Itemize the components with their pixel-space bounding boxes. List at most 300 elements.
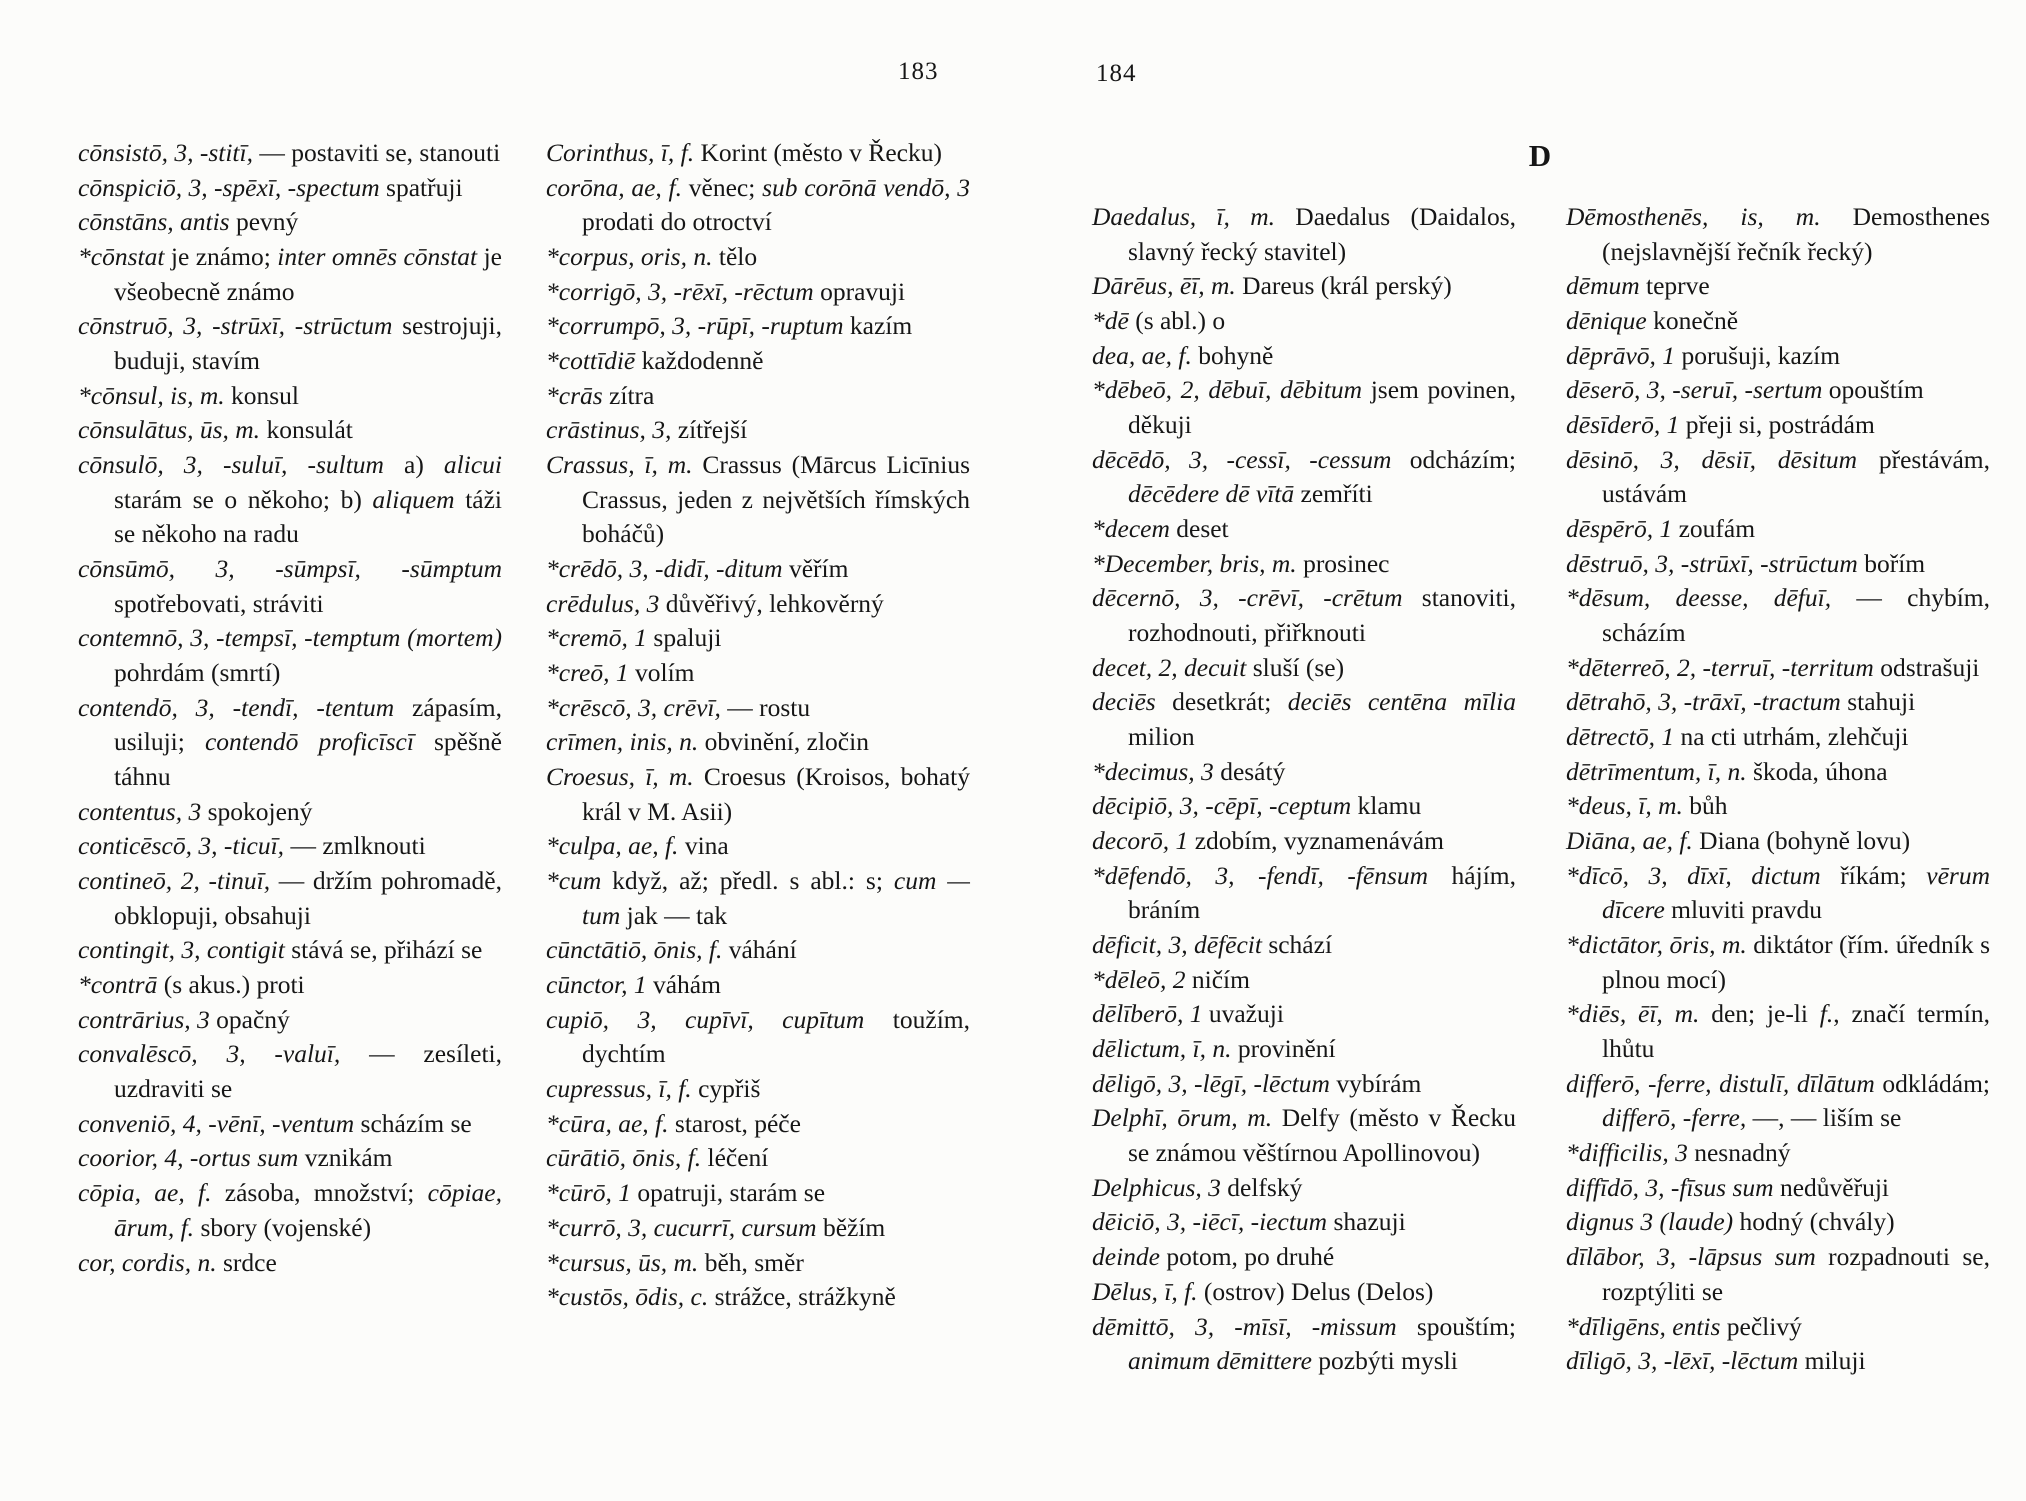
czech-gloss: milion xyxy=(1128,722,1195,752)
latin-text: dēmum xyxy=(1566,271,1640,301)
czech-gloss: spouštím; xyxy=(1396,1311,1516,1341)
dictionary-entry xyxy=(1566,373,1990,408)
czech-gloss: starost, péče xyxy=(668,1108,801,1138)
latin-text: *dēterreō, 2, -terruī, -territum xyxy=(1566,652,1874,682)
latin-text: *dīligēns, entis xyxy=(1566,1311,1721,1341)
dictionary-entry xyxy=(78,448,502,552)
czech-gloss: bořím xyxy=(1857,548,1926,578)
dictionary-entry xyxy=(1566,1205,1990,1240)
czech-gloss: — postaviti se, stanouti xyxy=(252,138,501,167)
latin-text: aliquem xyxy=(372,484,455,514)
dictionary-entry xyxy=(1566,304,1990,339)
czech-gloss: mluviti pravdu xyxy=(1664,895,1823,925)
latin-text: decorō, 1 xyxy=(1092,826,1189,856)
czech-gloss: škoda, úhona xyxy=(1746,756,1888,786)
czech-gloss: uvažuji xyxy=(1202,999,1284,1029)
czech-gloss: provinění xyxy=(1231,1034,1336,1064)
dictionary-entry xyxy=(546,1107,970,1142)
czech-gloss: shazuji xyxy=(1327,1207,1406,1237)
dictionary-entry xyxy=(546,1141,970,1176)
czech-gloss: zásoba, množství; xyxy=(211,1178,428,1208)
dictionary-entry xyxy=(1092,339,1516,374)
czech-gloss: a) xyxy=(383,450,444,480)
latin-text: dētrectō, 1 xyxy=(1566,722,1675,752)
czech-gloss: pozbýti mysli xyxy=(1311,1346,1458,1376)
latin-text: dētrīmentum, ī, n. xyxy=(1566,756,1747,786)
latin-text: f. xyxy=(1819,999,1834,1029)
czech-gloss: hodný (chvály) xyxy=(1733,1207,1895,1237)
czech-gloss: hájím, bráním xyxy=(1128,860,1516,925)
czech-gloss: běh, směr xyxy=(698,1247,804,1277)
dictionary-entry xyxy=(78,1176,502,1245)
czech-gloss: schází xyxy=(1261,930,1333,960)
czech-gloss: desetkrát; xyxy=(1155,687,1288,717)
czech-gloss: zemříti xyxy=(1294,479,1373,509)
latin-text: dignus 3 (laude) xyxy=(1566,1207,1734,1237)
latin-text: conveniō, 4, -vēnī, -ventum xyxy=(78,1108,355,1138)
czech-gloss: důvěřivý, lehkověrný xyxy=(659,588,884,618)
dictionary-entry xyxy=(546,968,970,1003)
czech-gloss: porušuji, kazím xyxy=(1675,340,1841,370)
latin-text: cōnstāns, antis xyxy=(78,207,230,237)
czech-gloss: spěšně táhnu xyxy=(114,727,502,792)
czech-gloss: , značí termín, lhůtu xyxy=(1602,999,1990,1064)
dictionary-entry xyxy=(1566,512,1990,547)
dictionary-entry xyxy=(78,795,502,830)
czech-gloss: sluší (se) xyxy=(1246,652,1345,682)
latin-text: Daedalus, ī, m. xyxy=(1092,202,1275,231)
czech-gloss: starám se o někoho; b) xyxy=(114,484,373,514)
dictionary-entry xyxy=(546,379,970,414)
latin-text: *dēbeō, 2, dēbuī, dēbitum xyxy=(1092,375,1363,405)
latin-text: inter omnēs cōnstat xyxy=(277,242,478,272)
dictionary-entry xyxy=(78,968,502,1003)
dictionary-entry xyxy=(1566,581,1990,650)
latin-text: vērum dīcere xyxy=(1602,860,1990,925)
czech-gloss: opačný xyxy=(209,1004,290,1034)
dictionary-entry xyxy=(546,1211,970,1246)
dictionary-entry xyxy=(546,725,970,760)
latin-text: crēdulus, 3 xyxy=(546,588,660,618)
latin-text: *dē xyxy=(1092,306,1129,336)
czech-gloss: běžím xyxy=(816,1212,886,1242)
czech-gloss: deset xyxy=(1169,514,1229,544)
czech-gloss: toužím, dychtím xyxy=(582,1004,970,1069)
latin-text: dēstruō, 3, -strūxī, -strūctum xyxy=(1566,548,1858,578)
czech-gloss: vznikám xyxy=(298,1143,393,1173)
czech-gloss: (ostrov) Delus (Delos) xyxy=(1197,1276,1434,1306)
latin-text: dēserō, 3, -seruī, -sertum xyxy=(1566,375,1823,405)
dictionary-entry xyxy=(1092,1275,1516,1310)
latin-text: dēnique xyxy=(1566,306,1647,336)
czech-gloss: přestávám, ustávám xyxy=(1602,444,1990,509)
latin-text: cōnspiciō, 3, -spēxī, -spectum xyxy=(78,172,380,202)
dictionary-entry xyxy=(546,136,970,171)
czech-gloss: ničím xyxy=(1185,964,1250,994)
dictionary-entry xyxy=(1092,1101,1516,1170)
czech-gloss: zítra xyxy=(602,380,655,410)
czech-gloss: spokojený xyxy=(201,796,313,826)
dictionary-entry xyxy=(78,1141,502,1176)
dictionary-entry xyxy=(546,656,970,691)
czech-gloss: strážce, strážkyně xyxy=(708,1282,896,1312)
latin-text: Dārēus, ēī, m. xyxy=(1092,271,1236,301)
latin-text: animum dēmittere xyxy=(1128,1346,1312,1376)
czech-gloss: věřím xyxy=(782,554,849,584)
dictionary-entry xyxy=(546,829,970,864)
czech-gloss: srdce xyxy=(216,1247,277,1277)
czech-gloss: pevný xyxy=(229,207,299,237)
latin-text: *contrā xyxy=(78,970,158,1000)
dictionary-entry xyxy=(1566,928,1990,997)
czech-gloss: spaluji xyxy=(647,623,722,653)
latin-text: crāstinus, 3, xyxy=(546,415,672,445)
dictionary-entry xyxy=(1092,997,1516,1032)
czech-gloss: — zesíleti, uzdraviti se xyxy=(114,1039,503,1104)
latin-text: Dēmosthenēs, is, m. xyxy=(1566,202,1821,231)
dictionary-entry xyxy=(1566,859,1990,928)
czech-gloss: pohrdám (smrtí) xyxy=(114,658,281,688)
latin-text: coorior, 4, -ortus sum xyxy=(78,1143,299,1173)
latin-text: *diēs, ēī, m. xyxy=(1566,999,1700,1029)
czech-gloss: Daedalus (Daidalos, slavný řecký stavitel) xyxy=(1128,202,1516,266)
latin-text: cor, cordis, n. xyxy=(78,1247,217,1277)
latin-text: cupiō, 3, cupīvī, cupītum xyxy=(546,1004,865,1034)
page-183-columns xyxy=(78,136,970,1315)
latin-text: contingit, 3, contigit xyxy=(78,935,285,965)
latin-text: *cōnstat xyxy=(78,242,165,272)
latin-text: *cursus, ūs, m. xyxy=(546,1247,699,1277)
dictionary-column xyxy=(1092,200,1516,1379)
dictionary-entry xyxy=(1566,997,1990,1066)
czech-gloss: jak — tak xyxy=(620,900,728,930)
latin-text: Croesus, ī, m. xyxy=(546,762,694,792)
czech-gloss: zítřejší xyxy=(671,415,748,445)
czech-gloss: klamu xyxy=(1351,791,1422,821)
czech-gloss: stává se, přihází se xyxy=(284,935,483,965)
czech-gloss: sestrojuji, buduji, stavím xyxy=(114,311,502,376)
czech-gloss: když, až; předl. s abl.: s; xyxy=(601,866,894,896)
latin-text: cōpiae, ārum, f. xyxy=(114,1178,502,1242)
czech-gloss: diktátor (řím. úředník s plnou mocí) xyxy=(1602,930,1990,994)
czech-gloss: konsul xyxy=(224,380,300,410)
dictionary-entry xyxy=(546,1003,970,1072)
dictionary-entry xyxy=(546,691,970,726)
latin-text: *cōnsul, is, m. xyxy=(78,380,225,410)
czech-gloss: odcházím; xyxy=(1391,444,1516,474)
latin-text: *cūra, ae, f. xyxy=(546,1108,669,1138)
czech-gloss: zoufám xyxy=(1672,514,1756,544)
dictionary-entry xyxy=(1566,685,1990,720)
latin-text: dēsinō, 3, dēsiī, dēsitum xyxy=(1566,444,1858,474)
dictionary-entry xyxy=(78,171,502,206)
page-number-left: 183 xyxy=(898,58,939,85)
czech-gloss: je všeobecně známo xyxy=(114,242,502,306)
dictionary-entry xyxy=(78,933,502,968)
latin-text: conticēscō, 3, -ticuī, xyxy=(78,831,285,861)
latin-text: *difficilis, 3 xyxy=(1566,1138,1688,1168)
czech-gloss: vina xyxy=(678,831,729,861)
latin-text: *crēdō, 3, -didī, -ditum xyxy=(546,554,783,584)
dictionary-entry xyxy=(1092,547,1516,582)
czech-gloss: na cti utrhám, zlehčuji xyxy=(1674,722,1909,752)
dictionary-entry xyxy=(1566,1344,1990,1379)
czech-gloss: — rostu xyxy=(720,692,811,722)
dictionary-entry xyxy=(78,1003,502,1038)
latin-text: Crassus, ī, m. xyxy=(546,450,693,480)
latin-text: *currō, 3, cucurrī, cursum xyxy=(546,1212,817,1242)
latin-text: alicui xyxy=(443,450,502,480)
czech-gloss: konečně xyxy=(1646,306,1739,336)
dictionary-entry xyxy=(1566,443,1990,512)
latin-text: *culpa, ae, f. xyxy=(546,831,679,861)
czech-gloss: bohyně xyxy=(1191,340,1274,370)
dictionary-entry xyxy=(546,1280,970,1315)
latin-text: *corpus, oris, n. xyxy=(546,242,713,272)
latin-text: dēiciō, 3, -iēcī, -iectum xyxy=(1092,1207,1328,1237)
czech-gloss: scházím se xyxy=(354,1108,472,1138)
czech-gloss: kazím xyxy=(843,311,913,341)
dictionary-entry xyxy=(1566,269,1990,304)
latin-text: contemnō, 3, -tempsī, -temptum (mortem) xyxy=(78,623,502,653)
latin-text: dēcēdere dē vītā xyxy=(1128,479,1295,509)
dictionary-entry xyxy=(78,413,502,448)
dictionary-entry xyxy=(546,933,970,968)
latin-text: dēlīberō, 1 xyxy=(1092,999,1203,1029)
dictionary-entry xyxy=(1092,269,1516,304)
czech-gloss: (s akus.) proti xyxy=(157,970,305,1000)
dictionary-entry xyxy=(1092,1171,1516,1206)
latin-text: dēspērō, 1 xyxy=(1566,514,1673,544)
czech-gloss: konsulát xyxy=(260,415,353,445)
latin-text: cūnctātiō, ōnis, f. xyxy=(546,935,723,965)
latin-text: cōnsulō, 3, -suluī, -sultum xyxy=(78,450,384,480)
dictionary-entry xyxy=(78,1037,502,1106)
czech-gloss: desátý xyxy=(1213,756,1286,786)
latin-text: dēsīderō, 1 xyxy=(1566,410,1680,440)
dictionary-entry xyxy=(1566,1067,1990,1136)
latin-text: *dēfendō, 3, -fendī, -fēnsum xyxy=(1092,860,1429,890)
czech-gloss: zdobím, vyznamenávám xyxy=(1188,826,1444,856)
czech-gloss: je známo; xyxy=(164,242,278,272)
latin-text: contrārius, 3 xyxy=(78,1004,210,1034)
section-letter-heading: D xyxy=(1528,138,1552,173)
latin-text: dēcēdō, 3, -cessī, -cessum xyxy=(1092,444,1392,474)
latin-text: dīligō, 3, -lēxī, -lēctum xyxy=(1566,1346,1799,1376)
latin-text: convalēscō, 3, -valuī, xyxy=(78,1039,341,1069)
dictionary-entry xyxy=(546,309,970,344)
dictionary-column xyxy=(546,136,970,1315)
latin-text: cōnsulātus, ūs, m. xyxy=(78,415,261,445)
latin-text: deinde xyxy=(1092,1242,1160,1272)
dictionary-entry xyxy=(546,1072,970,1107)
czech-gloss: spatřuji xyxy=(379,172,463,202)
czech-gloss: bůh xyxy=(1682,791,1728,821)
dictionary-entry xyxy=(1092,755,1516,790)
dictionary-entry xyxy=(1092,1067,1516,1102)
latin-text: dēlictum, ī, n. xyxy=(1092,1034,1232,1064)
czech-gloss: věnec; xyxy=(682,172,763,202)
latin-text: cōnsūmō, 3, -sūmpsī, -sūmptum xyxy=(78,554,502,584)
latin-text: cūnctor, 1 xyxy=(546,970,647,1000)
latin-text: *dēsum, deesse, dēfuī, xyxy=(1566,583,1832,613)
czech-gloss: odkládám; xyxy=(1874,1068,1990,1098)
latin-text: corōna, ae, f. xyxy=(546,172,683,202)
czech-gloss: (s abl.) o xyxy=(1128,306,1226,336)
latin-text: *decimus, 3 xyxy=(1092,756,1214,786)
czech-gloss: prodati do otroctví xyxy=(582,207,772,237)
dictionary-entry xyxy=(546,448,970,552)
latin-text: *custōs, ōdis, c. xyxy=(546,1282,709,1312)
latin-text: contentus, 3 xyxy=(78,796,202,826)
dictionary-entry xyxy=(1092,200,1516,269)
dictionary-entry xyxy=(1566,1136,1990,1171)
czech-gloss: odstrašuji xyxy=(1873,652,1980,682)
dictionary-entry xyxy=(1092,373,1516,442)
dictionary-entry xyxy=(78,1246,502,1281)
latin-text: *December, bris, m. xyxy=(1092,548,1297,578)
czech-gloss: sbory (vojenské) xyxy=(194,1212,372,1242)
dictionary-entry xyxy=(1566,1310,1990,1345)
dictionary-entry xyxy=(546,587,970,622)
latin-text: *dīcō, 3, dīxī, dictum xyxy=(1566,860,1821,890)
latin-text: Delphī, ōrum, m. xyxy=(1092,1103,1273,1133)
czech-gloss: táži se někoho na radu xyxy=(114,484,502,549)
czech-gloss: Croesus (Kroisos, bohatý král v M. Asii) xyxy=(582,762,970,826)
latin-text: deciēs xyxy=(1092,687,1156,717)
latin-text: *cottīdiē xyxy=(546,346,636,376)
latin-text: cūrātiō, ōnis, f. xyxy=(546,1143,702,1173)
czech-gloss: Delfy (město v Řecku se známou věštírnou Apollinovou) xyxy=(1128,1103,1516,1168)
latin-text: cum — tum xyxy=(582,866,970,930)
latin-text: sub corōnā vendō, 3 xyxy=(762,172,970,202)
latin-text: dēficit, 3, dēfēcit xyxy=(1092,930,1262,960)
dictionary-entry xyxy=(546,864,970,933)
dictionary-entry xyxy=(1092,1310,1516,1379)
latin-text: cōpia, ae, f. xyxy=(78,1178,212,1208)
dictionary-entry xyxy=(1092,1240,1516,1275)
czech-gloss: — zmlknouti xyxy=(284,831,426,861)
latin-text: *crās xyxy=(546,380,603,410)
dictionary-column xyxy=(1566,200,1990,1379)
czech-gloss: váhání xyxy=(722,935,797,965)
dictionary-entry xyxy=(546,344,970,379)
latin-text: dēcipiō, 3, -cēpī, -ceptum xyxy=(1092,791,1352,821)
dictionary-entry xyxy=(1566,1240,1990,1309)
page-number-right: 184 xyxy=(1096,60,1137,87)
latin-text: Diāna, ae, f. xyxy=(1566,826,1693,856)
dictionary-entry xyxy=(1092,859,1516,928)
czech-gloss: rozpadnouti se, rozptýliti se xyxy=(1602,1242,1990,1306)
dictionary-entry xyxy=(1092,963,1516,998)
latin-text: *decem xyxy=(1092,514,1170,544)
czech-gloss: Diana (bohyně lovu) xyxy=(1692,826,1911,856)
latin-text: differō, -ferre, distulī, dīlātum xyxy=(1566,1068,1875,1098)
dictionary-entry xyxy=(1566,1171,1990,1206)
czech-gloss: jsem povinen, děkuji xyxy=(1128,375,1516,440)
latin-text: dēligō, 3, -lēgī, -lēctum xyxy=(1092,1068,1330,1098)
dictionary-entry xyxy=(546,621,970,656)
latin-text: differō, -ferre, xyxy=(1602,1103,1747,1133)
dictionary-entry xyxy=(78,309,502,378)
dictionary-entry xyxy=(546,1246,970,1281)
dictionary-entry xyxy=(546,275,970,310)
dictionary-entry xyxy=(78,552,502,621)
czech-gloss: Dareus (král perský) xyxy=(1235,271,1452,301)
czech-gloss: stanoviti, rozhodnouti, přiřknouti xyxy=(1128,583,1516,648)
page-184-columns xyxy=(1092,200,1992,1379)
czech-gloss: vybírám xyxy=(1329,1068,1422,1098)
czech-gloss: váhám xyxy=(646,970,721,1000)
czech-gloss: delfský xyxy=(1220,1172,1303,1202)
latin-text: *cūrō, 1 xyxy=(546,1178,631,1208)
dictionary-entry xyxy=(1092,928,1516,963)
czech-gloss: zápasím, usiluji; xyxy=(114,692,502,757)
latin-text: dētrahō, 3, -trāxī, -tractum xyxy=(1566,687,1841,717)
dictionary-entry xyxy=(1566,720,1990,755)
dictionary-entry xyxy=(1566,408,1990,443)
czech-gloss: nesnadný xyxy=(1687,1138,1791,1168)
latin-text: decet, 2, decuit xyxy=(1092,652,1247,682)
dictionary-entry xyxy=(78,621,502,690)
latin-text: dēcernō, 3, -crēvī, -crētum xyxy=(1092,583,1403,613)
dictionary-entry xyxy=(78,691,502,795)
czech-gloss: prosinec xyxy=(1296,548,1390,578)
dictionary-entry xyxy=(1092,443,1516,512)
czech-gloss: nedůvěřuji xyxy=(1773,1172,1889,1202)
latin-text: *crēscō, 3, crēvī, xyxy=(546,692,721,722)
dictionary-entry xyxy=(78,1107,502,1142)
latin-text: crīmen, inis, n. xyxy=(546,727,699,757)
czech-gloss: opouštím xyxy=(1822,375,1924,405)
czech-gloss: cypřiš xyxy=(691,1074,761,1104)
latin-text: *deus, ī, m. xyxy=(1566,791,1683,821)
dictionary-entry xyxy=(1566,651,1990,686)
dictionary-entry xyxy=(78,205,502,240)
czech-gloss: teprve xyxy=(1639,271,1710,301)
dictionary-entry xyxy=(1566,547,1990,582)
dictionary-entry xyxy=(1566,755,1990,790)
czech-gloss: obvinění, zločin xyxy=(698,727,869,757)
dictionary-entry xyxy=(78,829,502,864)
latin-text: dēmittō, 3, -mīsī, -missum xyxy=(1092,1311,1397,1341)
latin-text: Dēlus, ī, f. xyxy=(1092,1276,1198,1306)
dictionary-entry xyxy=(1566,789,1990,824)
czech-gloss: — chybím, scházím xyxy=(1602,583,1990,648)
czech-gloss: miluji xyxy=(1798,1346,1866,1376)
dictionary-column xyxy=(78,136,502,1315)
czech-gloss: Korint (město v Řecku) xyxy=(694,138,942,167)
czech-gloss: léčení xyxy=(701,1143,769,1173)
czech-gloss: říkám; xyxy=(1820,860,1927,890)
latin-text: dea, ae, f. xyxy=(1092,340,1192,370)
czech-gloss: každodenně xyxy=(635,346,764,376)
dictionary-entry xyxy=(546,171,970,240)
latin-text: *cremō, 1 xyxy=(546,623,648,653)
latin-text: *corrigō, 3, -rēxī, -rēctum xyxy=(546,276,814,306)
dictionary-entry xyxy=(78,864,502,933)
latin-text: diffīdō, 3, -fīsus sum xyxy=(1566,1172,1774,1202)
dictionary-entry xyxy=(1092,512,1516,547)
czech-gloss: den; je-li xyxy=(1699,999,1820,1029)
dictionary-entry xyxy=(1092,1032,1516,1067)
latin-text: dīlābor, 3, -lāpsus sum xyxy=(1566,1242,1816,1272)
dictionary-entry xyxy=(1092,581,1516,650)
czech-gloss: tělo xyxy=(712,242,758,272)
latin-text: *creō, 1 xyxy=(546,658,629,688)
dictionary-entry xyxy=(546,760,970,829)
dictionary-entry xyxy=(78,379,502,414)
